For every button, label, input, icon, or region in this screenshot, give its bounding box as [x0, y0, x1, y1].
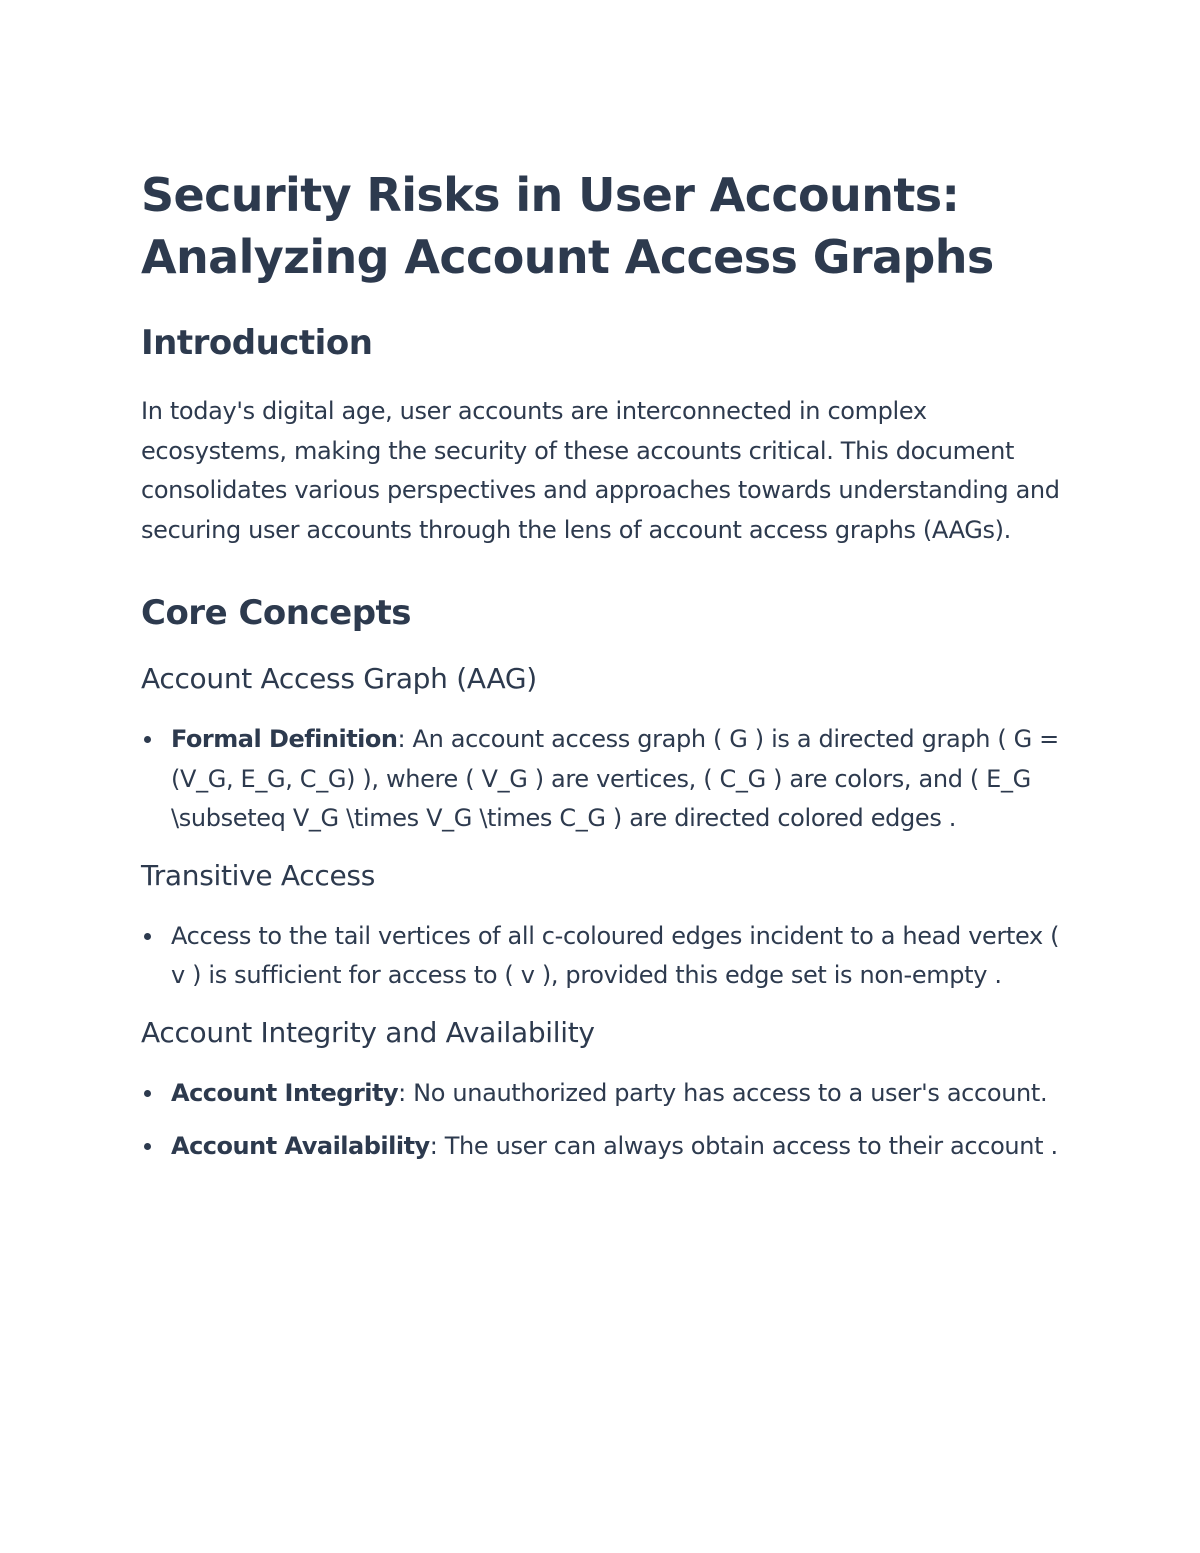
list-item: [141, 1127, 1061, 1167]
list-item: [141, 1074, 1061, 1114]
transitive-access-heading: Transitive Access: [141, 858, 375, 892]
list-item-text: Access to the tail vertices of all c-coloured edges incident to a head vertex ( v ) is sufficient for access to ( v ), provided this edge set is non-empty .: [171, 921, 1060, 989]
bullet-icon: [144, 1090, 151, 1097]
bullet-icon: [144, 1143, 151, 1150]
list-item-text: : An account access graph ( G ) is a directed graph ( G = (V_G, E_G, C_G) ), where ( V_G ) are vertices, ( C_G ) are colors, and ( E_G \subseteq V_G \times V_G \times C_G ) are directed colored edges .: [171, 725, 1059, 832]
list-item-text: : The user can always obtain access to their account .: [429, 1132, 1058, 1160]
list-item-term: Account Integrity: [171, 1078, 399, 1107]
list-item-term: Account Availability: [171, 1132, 430, 1160]
bullet-icon: [144, 933, 151, 940]
title-line-2: Analyzing Account Access Graphs: [141, 230, 994, 284]
aag-heading: Account Access Graph (AAG): [141, 662, 537, 695]
introduction-paragraph: In today's digital age, user accounts are interconnected in complex ecosystems, making the security of these accounts critical. This document consolidates various perspectives and approaches towards understanding and securing user accounts through the lens of account access graphs (AAGs).: [141, 397, 1060, 544]
list-item-term: Formal Definition: [171, 725, 398, 753]
integrity-availability-heading: Account Integrity and Availability: [141, 1015, 595, 1049]
list-item: [141, 720, 1061, 839]
core-concepts-heading: Core Concepts: [141, 593, 412, 633]
list-item: [141, 917, 1061, 996]
document-title: [141, 164, 1060, 288]
bullet-icon: [144, 736, 151, 743]
title-line-1: Security Risks in User Accounts:: [141, 168, 960, 222]
transitive-access-list: [141, 917, 1060, 996]
aag-list: [141, 720, 1060, 839]
list-item-text: : No unauthorized party has access to a user's account.: [398, 1078, 1048, 1107]
integrity-availability-list: [141, 1074, 1060, 1167]
introduction-heading: Introduction: [141, 323, 373, 363]
